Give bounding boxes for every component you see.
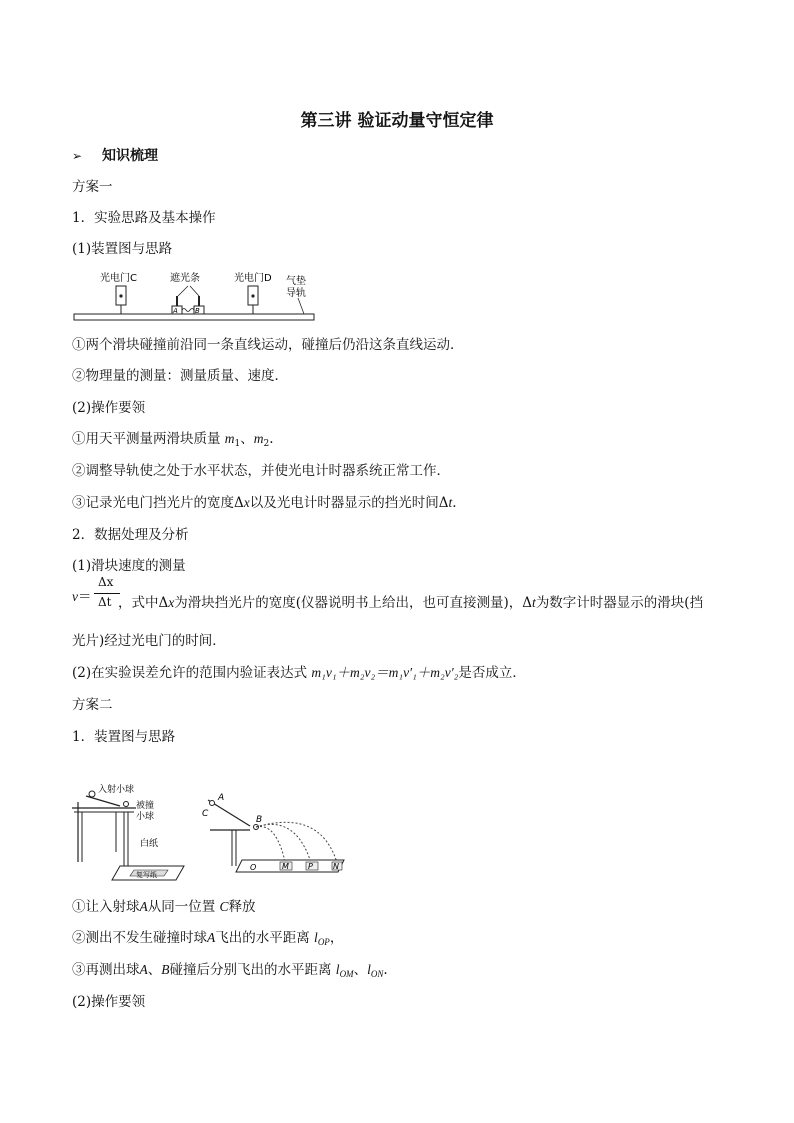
- label-b: B: [256, 815, 263, 825]
- formula-description: [118, 594, 703, 612]
- sub4-text-a: (2)在实验误差允许的范围内验证表达式: [72, 665, 312, 681]
- p1-text-c: 释放: [228, 899, 256, 915]
- plan1-op1: [72, 430, 274, 448]
- p3-sub2: ON: [370, 969, 384, 979]
- op3-text-b: 以及光电计时器显示的挡光时间Δ: [249, 495, 449, 511]
- plan1-sub4: [72, 664, 526, 682]
- desc-a: ，式中Δ: [118, 595, 169, 611]
- label-gate-c: 光电门C: [100, 273, 137, 284]
- plan2-heading: 方案二: [72, 697, 113, 713]
- p3-a: A: [139, 962, 148, 977]
- label-n: N: [333, 862, 339, 871]
- p3-text-c: .: [383, 962, 388, 978]
- plan2-point3: [72, 961, 388, 979]
- plan1-step1: 1．实验思路及基本操作: [72, 210, 216, 226]
- op3-x: x: [243, 495, 250, 510]
- op1-m1: m: [224, 431, 235, 446]
- desc-c: 为数字计时器显示的滑块(挡: [535, 595, 704, 611]
- label-light-strip: 遮光条: [170, 273, 200, 284]
- spring-icon: [182, 309, 194, 312]
- plan1-point1: ①两个滑块碰撞前沿同一条直线运动，碰撞后仍沿这条直线运动．: [72, 337, 464, 353]
- p2-text-a: ②测出不发生碰撞时球: [72, 930, 207, 946]
- label-p: P: [308, 862, 313, 871]
- fraction-bar: [94, 593, 120, 594]
- plan1-point2: ②物理量的测量：测量质量、速度．: [72, 368, 288, 384]
- formula-v: v: [72, 589, 78, 604]
- section-label: 知识梳理: [102, 148, 158, 164]
- op1-m2: m: [253, 431, 264, 446]
- p3-l2: l: [367, 962, 371, 977]
- ball-a-icon: [210, 801, 215, 806]
- label-rail-2: 导轨: [286, 288, 306, 299]
- op1-sep: 、: [240, 431, 254, 447]
- plan2-point2: [72, 929, 343, 947]
- p1-text-b: 从同一位置: [147, 899, 220, 915]
- label-gate-d: 光电门D: [234, 273, 272, 284]
- formula-numerator: Δx: [98, 575, 114, 589]
- plan1-heading: 方案一: [72, 179, 113, 195]
- label-white-paper: 白纸: [140, 839, 159, 849]
- op3-t: t: [448, 495, 453, 510]
- p3-sub1: OM: [339, 969, 354, 979]
- plan1-op2: ②调整导轨使之处于水平状态，并使光电计时器系统正常工作．: [72, 463, 450, 479]
- p3-sep2: 、: [353, 962, 368, 978]
- desc-t: t: [532, 595, 536, 610]
- op3-end: .: [452, 495, 457, 511]
- p3-text-b: 碰撞后分别飞出的水平距离: [169, 962, 336, 978]
- momentum-expression: m₁v₁＋m₂v₂＝m₁v′₁＋m₂v′₂: [311, 665, 459, 680]
- trajectory-figure: [202, 793, 344, 872]
- formula-description-cont: 光片)经过光电门的时间．: [72, 633, 226, 649]
- label-a: A: [218, 793, 225, 803]
- air-track-diagram: [72, 266, 324, 326]
- formula-denominator: Δt: [98, 595, 112, 609]
- incident-ball-icon: [89, 791, 95, 797]
- label-o: O: [250, 863, 257, 872]
- formula-eq: ＝: [78, 589, 92, 605]
- p2-text-c: ，: [329, 930, 344, 946]
- arrow-bullet-icon: ➢: [72, 149, 83, 163]
- p2-text-b: 飞出的水平距离: [215, 930, 315, 946]
- label-block-b: B: [195, 307, 200, 315]
- p3-sep: 、: [147, 962, 162, 978]
- plan1-sub1: (1)装置图与思路: [72, 241, 173, 257]
- label-hit-1: 被撞: [136, 801, 155, 811]
- p2-sub: OP: [317, 937, 330, 947]
- desc-b: 为滑块挡光片的宽度(仪器说明书上给出，也可直接测量)，Δ: [174, 595, 533, 611]
- section-heading: [72, 145, 158, 165]
- p1-a: A: [139, 899, 148, 914]
- page-title: 第三讲 验证动量守恒定律: [300, 111, 494, 131]
- op1-sub1: 1: [234, 439, 241, 449]
- label-block-a: A: [173, 307, 178, 315]
- p1-c: C: [219, 899, 229, 914]
- op3-text-a: ③记录光电门挡光片的宽度Δ: [72, 495, 244, 511]
- op1-text: ①用天平测量两滑块质量: [72, 431, 225, 447]
- ramp-icon: [86, 796, 120, 806]
- air-track-rail: [74, 314, 314, 320]
- plan2-sub2: (2)操作要领: [72, 994, 146, 1010]
- label-hit-2: 小球: [136, 812, 155, 822]
- p2-a: A: [207, 930, 216, 945]
- label-c: C: [202, 809, 209, 819]
- op1-end: .: [269, 431, 274, 447]
- label-rail-1: 气垫: [286, 276, 306, 287]
- target-ball-icon: [124, 802, 129, 807]
- p2-l: l: [314, 930, 318, 945]
- label-incident-ball: 入射小球: [98, 785, 135, 795]
- plan2-step1: 1．装置图与思路: [72, 729, 176, 745]
- label-m: M: [282, 862, 289, 871]
- sub4-text-b: 是否成立．: [458, 665, 526, 681]
- plan1-sub2: (2)操作要领: [72, 400, 146, 416]
- plan1-sub3: (1)滑块速度的测量: [72, 558, 186, 574]
- collision-apparatus-diagram: [72, 782, 372, 886]
- p3-l1: l: [335, 962, 340, 977]
- plan1-op3: [72, 494, 457, 512]
- plan1-step2: 2．数据处理及分析: [72, 527, 189, 543]
- label-carbon-paper: 复写纸: [136, 871, 157, 879]
- p3-text-a: ③再测出球: [72, 962, 140, 978]
- op1-sub2: 2: [263, 439, 270, 449]
- plan2-point1: [72, 898, 256, 916]
- p3-b: B: [161, 962, 170, 977]
- ramp-table-figure: [72, 783, 184, 880]
- desc-x: x: [168, 595, 175, 610]
- p1-text-a: ①让入射球: [72, 899, 140, 915]
